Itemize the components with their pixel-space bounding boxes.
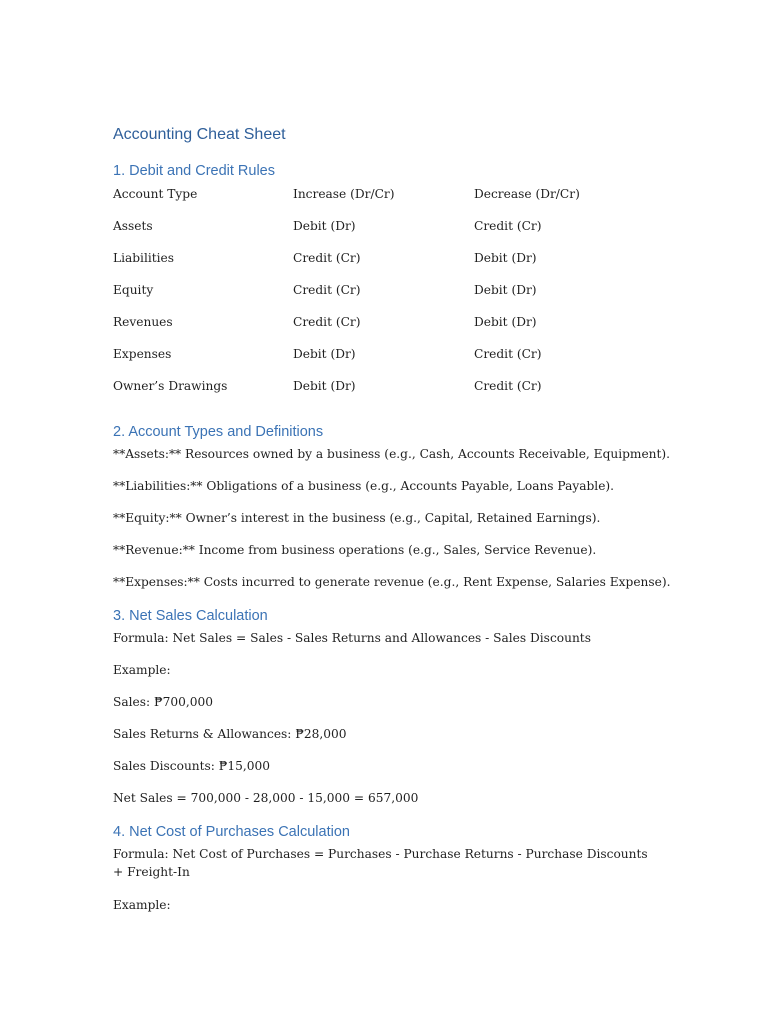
table-cell: Revenues [113, 315, 173, 329]
sales-value: Sales: ₱700,000 [113, 695, 213, 709]
definition-item: **Revenue:** Income from business operations (e.g., Sales, Service Revenue). [113, 543, 597, 557]
table-cell: Credit (Cr) [474, 219, 542, 233]
document-title: Accounting Cheat Sheet [113, 126, 286, 143]
table-cell: Credit (Cr) [293, 283, 361, 297]
sales-returns-value: Sales Returns & Allowances: ₱28,000 [113, 727, 347, 741]
table-cell: Credit (Cr) [293, 315, 361, 329]
table-cell: Expenses [113, 347, 172, 361]
definition-item: **Liabilities:** Obligations of a business (e.g., Accounts Payable, Loans Payable). [113, 479, 615, 493]
example-label: Example: [113, 898, 171, 912]
table-cell: Debit (Dr) [474, 315, 537, 329]
table-cell: Owner’s Drawings [113, 379, 228, 393]
table-cell: Debit (Dr) [474, 283, 537, 297]
definition-item: **Assets:** Resources owned by a business (e.g., Cash, Accounts Receivable, Equipment). [113, 447, 671, 461]
table-cell: Debit (Dr) [293, 347, 356, 361]
table-header-account-type: Account Type [113, 187, 198, 201]
section-heading-net-cost-purchases: 4. Net Cost of Purchases Calculation [113, 824, 350, 840]
section-heading-account-types: 2. Account Types and Definitions [113, 424, 324, 440]
table-cell: Liabilities [113, 251, 175, 265]
table-cell: Assets [113, 219, 153, 233]
table-cell: Debit (Dr) [293, 219, 356, 233]
table-header-increase: Increase (Dr/Cr) [293, 187, 395, 201]
table-cell: Equity [113, 283, 154, 297]
net-sales-result: Net Sales = 700,000 - 28,000 - 15,000 = 657,000 [113, 791, 419, 805]
definition-item: **Expenses:** Costs incurred to generate revenue (e.g., Rent Expense, Salaries Expense). [113, 575, 671, 589]
sales-discounts-value: Sales Discounts: ₱15,000 [113, 759, 271, 773]
section-heading-net-sales: 3. Net Sales Calculation [113, 608, 268, 624]
table-cell: Credit (Cr) [474, 379, 542, 393]
section-heading-debit-credit: 1. Debit and Credit Rules [113, 163, 275, 179]
table-cell: Debit (Dr) [474, 251, 537, 265]
example-label: Example: [113, 663, 171, 677]
table-header-decrease: Decrease (Dr/Cr) [474, 187, 580, 201]
net-sales-formula: Formula: Net Sales = Sales - Sales Returns and Allowances - Sales Discounts [113, 631, 591, 645]
definition-item: **Equity:** Owner’s interest in the business (e.g., Capital, Retained Earnings). [113, 511, 601, 525]
table-cell: Credit (Cr) [474, 347, 542, 361]
table-cell: Debit (Dr) [293, 379, 356, 393]
net-cost-purchases-formula: Formula: Net Cost of Purchases = Purchases - Purchase Returns - Purchase Discounts + Freight-In [113, 847, 648, 879]
table-cell: Credit (Cr) [293, 251, 361, 265]
